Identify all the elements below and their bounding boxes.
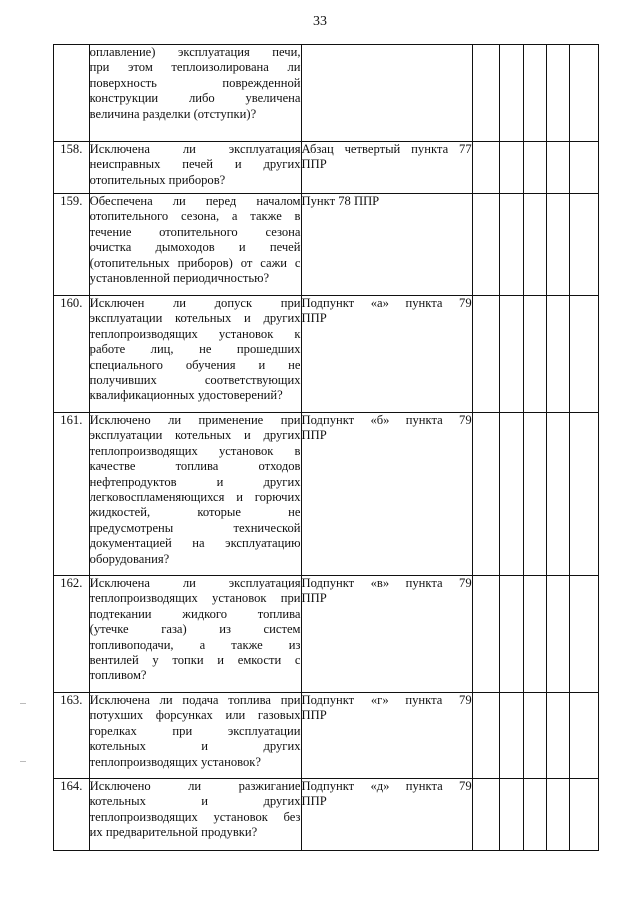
answer-cell[interactable] [570,693,599,779]
answer-cell[interactable] [500,576,523,693]
question-line: Исключен ли допуск при [89,296,301,310]
question-line: отопительных приборов? [89,172,226,187]
question-line: при этом теплоизолирована ли [89,60,301,75]
edge-mark [20,761,26,762]
question-line: поверхность поврежденной [89,75,301,90]
question-line: жидкостей, которые не [89,505,301,520]
reference-cell [301,576,472,693]
question-line: качестве топлива отходов [89,459,301,474]
answer-cell[interactable] [472,693,500,779]
answer-cell[interactable] [500,779,523,851]
answer-cell[interactable] [546,296,569,413]
answer-cell[interactable] [523,194,546,296]
answer-cell[interactable] [472,413,500,576]
answer-cell[interactable] [472,45,500,142]
reference-cell [301,45,472,142]
answer-cell[interactable] [500,296,523,413]
answer-cell[interactable] [570,45,599,142]
checklist-row [54,576,599,693]
reference-cell [301,142,472,194]
row-number: 160. [54,296,90,413]
answer-cell[interactable] [546,779,569,851]
question-line: специального обучения и не [89,357,301,372]
question-line: нефтепродуктов и других [89,474,301,489]
reference-line: Абзац четвертый пункта 77 [301,142,472,156]
answer-cell[interactable] [500,413,523,576]
question-line: предусмотрены технической [89,520,301,535]
question-cell [89,142,301,194]
answer-cell[interactable] [523,296,546,413]
reference-cell [301,194,472,296]
question-line: топливоподачи, а также из [89,637,301,652]
question-line: потухших форсунках или газовых [89,708,301,723]
question-line: теплопроизводящих установок без [89,809,301,824]
answer-cell[interactable] [500,194,523,296]
question-line: топливом? [89,668,147,683]
reference-line: ППР [301,794,327,809]
answer-cell[interactable] [570,194,599,296]
question-line: получивших соответствующих [89,373,301,388]
reference-line: ППР [301,428,327,443]
answer-cell[interactable] [500,142,523,194]
reference-line: Подпункт «б» пункта 79 [301,413,472,427]
question-cell [89,779,301,851]
answer-cell[interactable] [500,693,523,779]
question-line: оплавление) эксплуатация печи, [89,45,301,59]
answer-cell[interactable] [523,576,546,693]
question-line: горелках при эксплуатации [89,723,301,738]
question-cell [89,693,301,779]
reference-cell [301,693,472,779]
question-line: конструкции либо увеличена [89,91,301,106]
answer-cell[interactable] [523,413,546,576]
row-number: 162. [54,576,90,693]
answer-cell[interactable] [500,45,523,142]
checklist-row [54,142,599,194]
row-number: 164. [54,779,90,851]
reference-cell [301,413,472,576]
answer-cell[interactable] [546,693,569,779]
answer-cell[interactable] [546,142,569,194]
question-cell [89,194,301,296]
answer-cell[interactable] [472,576,500,693]
question-line: документацией на эксплуатацию [89,536,301,551]
answer-cell[interactable] [570,413,599,576]
checklist-row [54,413,599,576]
question-line: Обеспечена ли перед началом [89,194,301,208]
reference-line: Подпункт «в» пункта 79 [301,576,472,590]
answer-cell[interactable] [472,296,500,413]
checklist-row [54,194,599,296]
question-line: эксплуатации котельных и других [89,428,301,443]
reference-line: ППР [301,157,327,172]
question-cell [89,45,301,142]
question-line: (утечке газа) из систем [89,622,301,637]
answer-cell[interactable] [472,194,500,296]
reference-cell [301,296,472,413]
checklist-row [54,296,599,413]
question-line: работе лиц, не прошедших [89,342,301,357]
question-line: котельных и других [89,739,301,754]
question-line: легковоспламеняющихся и горючих [89,490,301,505]
answer-cell[interactable] [472,779,500,851]
checklist-body [54,45,599,851]
question-line: величина разделки (отступки)? [89,106,257,121]
question-line: вентилей у топки и емкости с [89,653,301,668]
reference-line: Подпункт «д» пункта 79 [301,779,472,793]
checklist-row [54,779,599,851]
answer-cell[interactable] [523,779,546,851]
answer-cell[interactable] [570,576,599,693]
answer-cell[interactable] [523,693,546,779]
reference-line: Подпункт «а» пункта 79 [301,296,472,310]
question-cell [89,296,301,413]
answer-cell[interactable] [570,142,599,194]
edge-mark [20,703,26,704]
row-number: 158. [54,142,90,194]
question-cell [89,413,301,576]
answer-cell[interactable] [570,296,599,413]
row-number: 159. [54,194,90,296]
question-line: оборудования? [89,551,170,566]
checklist-row [54,45,599,142]
question-line: Исключена ли эксплуатация [89,142,301,156]
question-line: Исключено ли применение при [89,413,301,427]
answer-cell[interactable] [546,576,569,693]
question-line: (отопительных приборов) от сажи с [89,255,301,270]
row-number: 161. [54,413,90,576]
answer-cell[interactable] [546,45,569,142]
question-line: теплопроизводящих установок? [89,754,262,769]
question-line: течение отопительного сезона [89,224,301,239]
row-number [54,45,90,142]
question-line: теплопроизводящих установок к [89,326,301,341]
checklist-table [53,44,599,851]
answer-cell[interactable] [472,142,500,194]
answer-cell[interactable] [523,142,546,194]
answer-cell[interactable] [546,194,569,296]
question-line: Исключена ли эксплуатация [89,576,301,590]
question-cell [89,576,301,693]
question-line: котельных и других [89,794,301,809]
answer-cell[interactable] [546,413,569,576]
reference-cell [301,779,472,851]
question-line: установленной периодичностью? [89,271,270,286]
question-line: отопительного сезона, а также в [89,209,301,224]
question-line: квалификационных удостоверений? [89,388,283,403]
reference-line: ППР [301,708,327,723]
question-line: Исключена ли подача топлива при [89,693,301,707]
reference-line: ППР [301,591,327,606]
question-line: неисправных печей и других [89,157,301,172]
answer-cell[interactable] [523,45,546,142]
reference-line: ППР [301,311,327,326]
page-number: 33 [313,14,327,29]
question-line: теплопроизводящих установок в [89,443,301,458]
row-number: 163. [54,693,90,779]
question-line: эксплуатации котельных и других [89,311,301,326]
question-line: их предварительной продувки? [89,825,258,840]
checklist-row [54,693,599,779]
question-line: подтекании жидкого топлива [89,606,301,621]
question-line: теплопроизводящих установок при [89,591,301,606]
reference-line: Пункт 78 ППР [301,194,380,208]
reference-line: Подпункт «г» пункта 79 [301,693,472,707]
question-line: Исключено ли разжигание [89,779,301,793]
question-line: очистка дымоходов и печей [89,240,301,255]
answer-cell[interactable] [570,779,599,851]
